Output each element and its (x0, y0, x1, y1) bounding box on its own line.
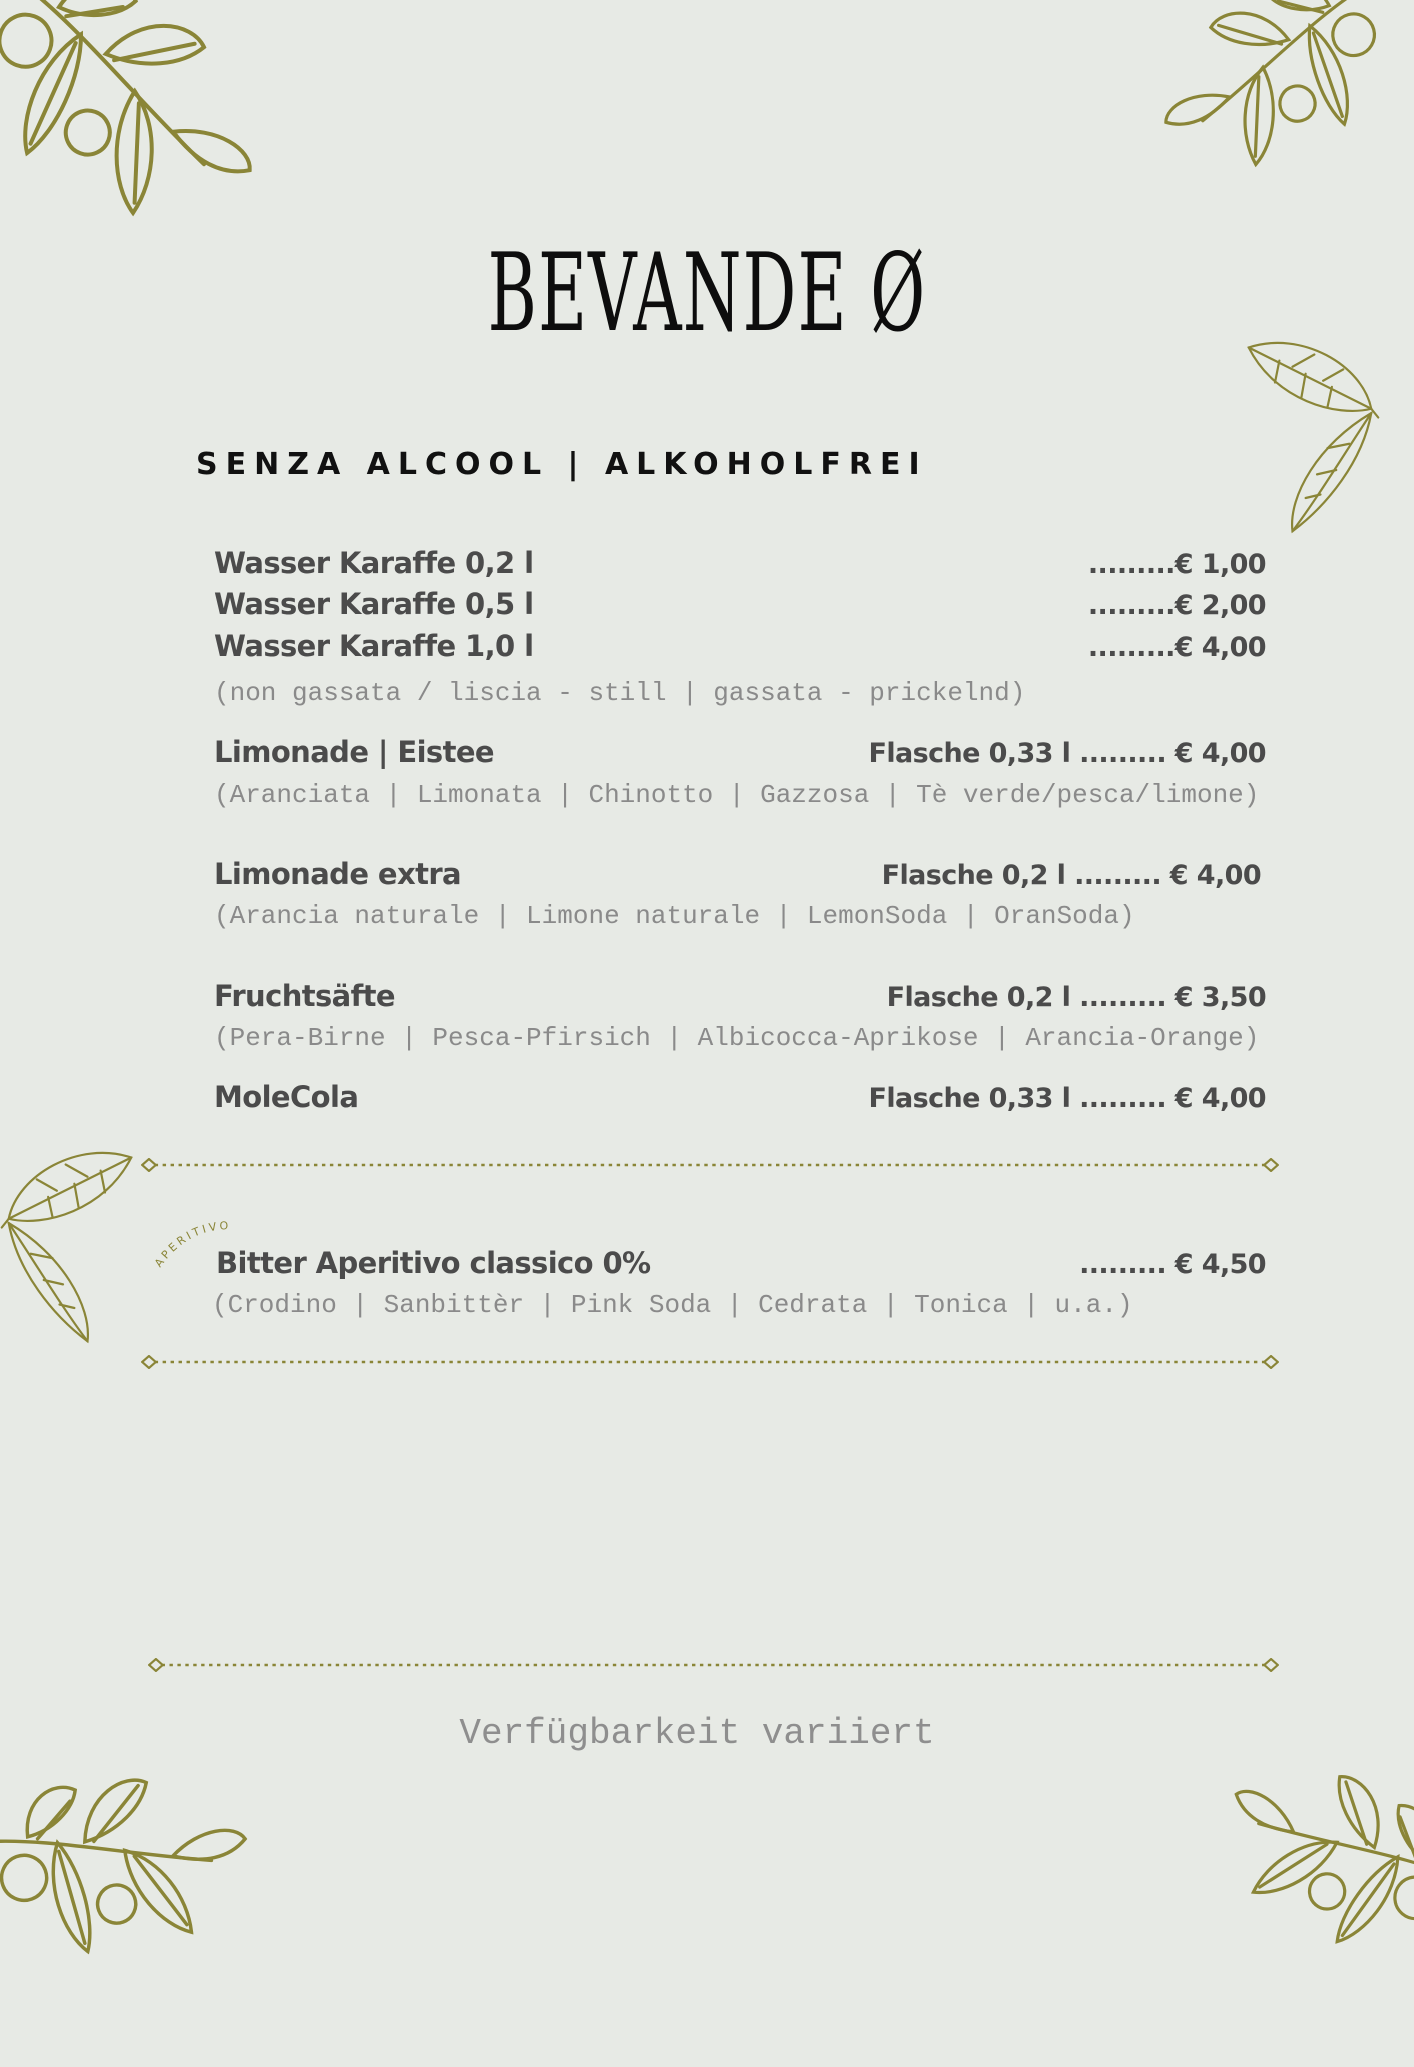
dotted-divider (141, 1158, 1279, 1172)
price-limonade-extra: Flasche 0,2 l ......... € 4,00 (881, 860, 1261, 891)
dotted-divider (148, 1658, 1279, 1672)
basil-leaf-right (1240, 315, 1380, 555)
price-bitter-aperitivo: ......... € 4,50 (1079, 1249, 1266, 1280)
limonade-note: (Aranciata | Limonata | Chinotto | Gazzosa | Tè verde/pesca/limone) (214, 780, 1260, 810)
price-water-0-2: .........€ 1,00 (1087, 549, 1266, 580)
menu-item-limonade-extra: Limonade extra (214, 857, 462, 891)
limonade-extra-note: (Arancia naturale | Limone naturale | LemonSoda | OranSoda) (214, 901, 1135, 931)
menu-item-water-0-2: Wasser Karaffe 0,2 l (214, 546, 534, 580)
availability-note: Verfügbarkeit variiert (459, 1713, 935, 1754)
price-water-0-5: .........€ 2,00 (1087, 590, 1266, 621)
page-title: BEVANDE Ø (487, 231, 927, 356)
menu-item-limonade: Limonade | Eistee (214, 735, 494, 769)
fruchtsaefte-note: (Pera-Birne | Pesca-Pfirsich | Albicocca-Aprikose | Arancia-Orange) (214, 1023, 1260, 1053)
olive-branch-top-left (0, 0, 306, 332)
menu-item-fruchtsaefte: Fruchtsäfte (214, 979, 395, 1013)
svg-text:APERITIVO: APERITIVO (151, 1219, 232, 1270)
dotted-divider (141, 1355, 1279, 1369)
menu-item-water-0-5: Wasser Karaffe 0,5 l (214, 587, 534, 621)
aperitivo-note: (Crodino | Sanbittèr | Pink Soda | Cedrata | Tonica | u.a.) (212, 1290, 1133, 1320)
menu-item-water-1-0: Wasser Karaffe 1,0 l (214, 629, 534, 663)
olive-branch-top-right (1104, 0, 1414, 255)
olive-branch-bottom-left (0, 1713, 325, 2067)
price-limonade: Flasche 0,33 l ......... € 4,00 (868, 738, 1266, 769)
menu-item-molecola: MoleCola (214, 1080, 359, 1114)
price-molecola: Flasche 0,33 l ......... € 4,00 (868, 1083, 1266, 1114)
water-note: (non gassata / liscia - still | gassata - prickelnd) (214, 678, 1026, 708)
price-fruchtsaefte: Flasche 0,2 l ......... € 3,50 (886, 982, 1266, 1013)
section-subtitle: SENZA ALCOOL | ALKOHOLFREI (196, 447, 928, 482)
menu-item-bitter-aperitivo: Bitter Aperitivo classico 0% (216, 1246, 651, 1280)
price-water-1-0: .........€ 4,00 (1087, 632, 1266, 663)
basil-leaf-left (0, 1125, 140, 1365)
